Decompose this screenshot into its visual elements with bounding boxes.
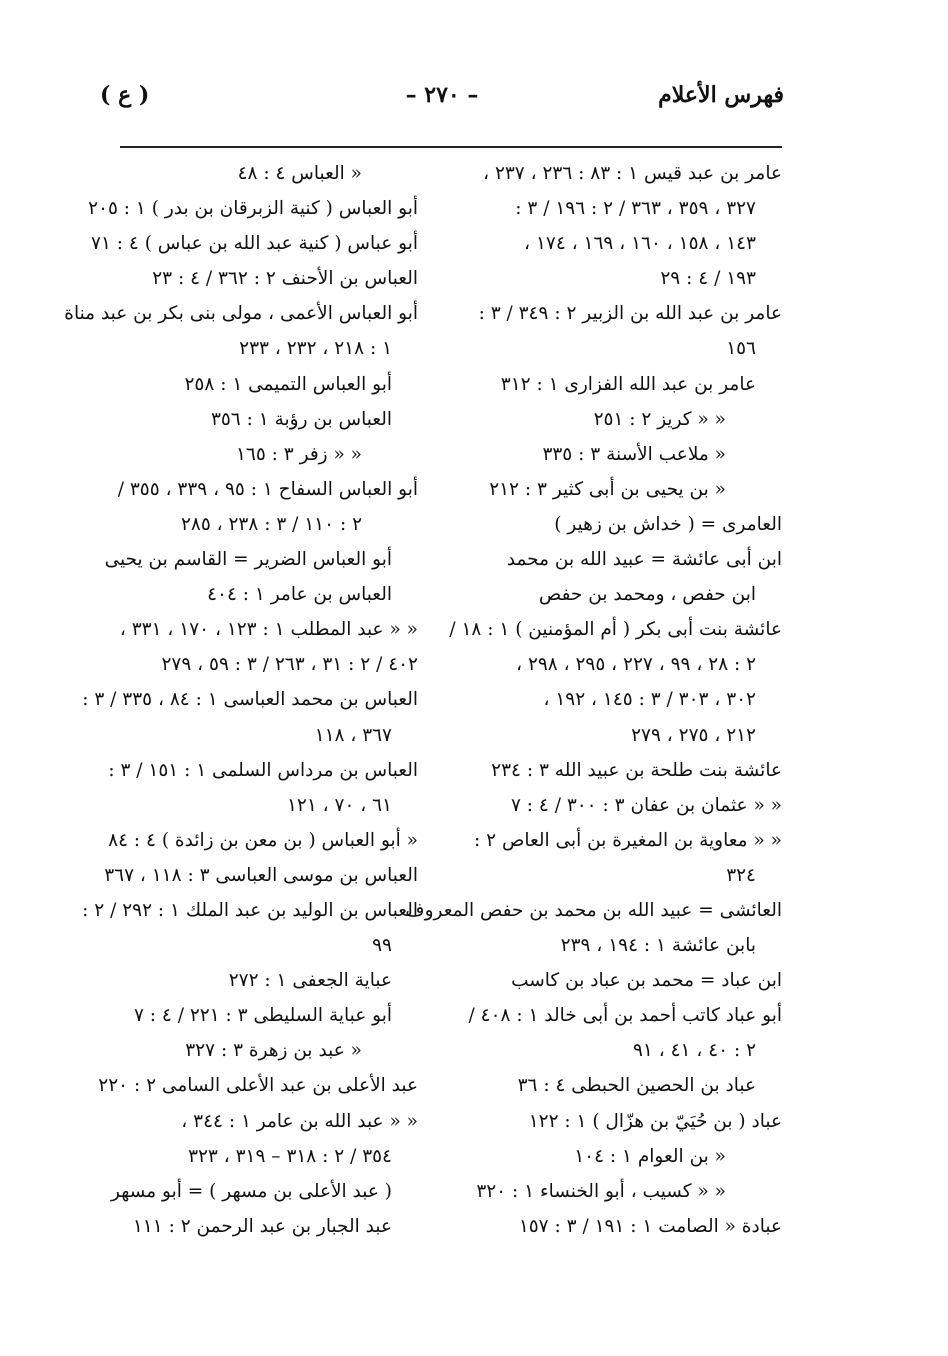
index-entry-line: أبو العباس الضرير = القاسم بن يحيى xyxy=(104,549,392,571)
index-entry-line: « ملاعب الأسنة ٣ : ٣٣٥ xyxy=(542,443,726,465)
index-entry-line: بابن عائشة ١ : ١٩٤ ، ٢٣٩ xyxy=(560,935,756,957)
index-entry-line: ٢ : ٢٨ ، ٩٩ ، ٢٢٧ ، ٢٩٥ ، ٢٩٨ ، xyxy=(516,654,756,676)
index-entry-line: أبو عباد كاتب أحمد بن أبى خالد ١ : ٤٠٨ / xyxy=(468,1005,782,1027)
page-number: – ٢٧٠ – xyxy=(405,82,479,108)
index-entry-line: عامر بن عبد الله الفزارى ١ : ٣١٢ xyxy=(500,373,756,395)
index-entry-line: ٢١٢ ، ٢٧٥ ، ٢٧٩ xyxy=(631,724,756,746)
index-entry-line: عبادة « الصامت ١ : ١٩١ / ٣ : ١٥٧ xyxy=(518,1215,782,1237)
index-entry-line: العباس بن مرداس السلمى ١ : ١٥١ / ٣ : xyxy=(108,759,418,781)
index-entry-line: ابن حفص ، ومحمد بن حفص xyxy=(538,584,756,606)
index-entry-line: « بن يحيى بن أبى كثير ٣ : ٢١٢ xyxy=(489,478,726,500)
index-entry-line: العباس بن موسى العباسى ٣ : ١١٨ ، ٣٦٧ xyxy=(104,864,418,886)
index-entry-line: أبو العباس التميمى ١ : ٢٥٨ xyxy=(184,373,392,395)
index-entry-line: ٤٠٢ / ٢ : ٣١ ، ٢٦٣ / ٣ : ٥٩ ، ٢٧٩ xyxy=(161,654,418,676)
index-entry-line: ١٩٣ / ٤ : ٢٩ xyxy=(660,268,756,290)
index-entry-line: ٢ : ١١٠ / ٣ : ٢٣٨ ، ٢٨٥ xyxy=(180,513,362,535)
index-entry-line: عامر بن عبد قيس ١ : ٨٣ : ٢٣٦ ، ٢٣٧ ، xyxy=(483,163,782,184)
index-entry-line: ٢ : ٤٠ ، ٤١ ، ٩١ xyxy=(632,1040,756,1062)
index-entry-line: ١٥٦ xyxy=(726,338,756,360)
index-entry-line: عائشة بنت أبى بكر ( أم المؤمنين ) ١ : ١٨ / xyxy=(449,619,782,641)
index-entry-line: ١ : ٢١٨ ، ٢٣٢ ، ٢٣٣ xyxy=(239,338,392,360)
index-entry-line: ٣٢٤ xyxy=(726,864,756,886)
index-entry-line: « « عبد المطلب ١ : ١٢٣ ، ١٧٠ ، ٣٣١ ، xyxy=(119,619,418,641)
index-entry-line: العباس بن الأحنف ٢ : ٣٦٢ / ٤ : ٢٣ xyxy=(152,268,418,290)
index-entry-line: ٣٦٧ ، ١١٨ xyxy=(314,724,392,746)
index-entry-line: ٦١ ، ٧٠ ، ١٢١ xyxy=(286,794,392,816)
index-entry-line: « أبو العباس ( بن معن بن زائدة ) ٤ : ٨٤ xyxy=(108,829,418,851)
index-entry-line: عباية الجعفى ١ : ٢٧٢ xyxy=(228,970,392,992)
index-column-left xyxy=(64,156,418,1244)
index-entry-line: ١٤٣ ، ١٥٨ ، ١٦٠ ، ١٦٩ ، ١٧٤ ، xyxy=(524,233,756,255)
index-entry-line: « « عبد الله بن عامر ١ : ٣٤٤ ، xyxy=(181,1110,418,1132)
index-title: فهرس الأعلام xyxy=(658,82,784,108)
index-entry-line: « « كريز ٢ : ٢٥١ xyxy=(593,408,726,430)
index-entry-line: « بن العوام ١ : ١٠٤ xyxy=(574,1145,726,1167)
index-entry-line: ٣٥٤ / ٢ : ٣١٨ – ٣١٩ ، ٣٢٣ xyxy=(188,1145,392,1167)
index-entry-line: العائشى = عبيد الله بن محمد بن حفص المعروف xyxy=(405,899,782,921)
index-entry-line: عامر بن عبد الله بن الزبير ٢ : ٣٤٩ / ٣ : xyxy=(478,303,782,325)
index-entry-line: العباس بن محمد العباسى ١ : ٨٤ ، ٣٣٥ / ٣ : xyxy=(82,689,418,711)
index-entry-line: عبد الجبار بن عبد الرحمن ٢ : ١١١ xyxy=(132,1215,392,1237)
index-entry-line: أبو العباس ( كنية الزبرقان بن بدر ) ١ : ٢٠٥ xyxy=(88,198,418,220)
index-entry-line: العباس بن عامر ١ : ٤٠٤ xyxy=(207,584,392,606)
index-entry-line: ٩٩ xyxy=(372,935,392,957)
index-entry-line: « « معاوية بن المغيرة بن أبى العاص ٢ : xyxy=(474,829,782,851)
header-rule xyxy=(120,146,782,148)
index-entry-line: ٣٢٧ ، ٣٥٩ ، ٣٦٣ / ٢ : ١٩٦ / ٣ : xyxy=(515,198,756,220)
section-letter: ( ع ) xyxy=(100,82,150,108)
index-entry-line: ابن عباد = محمد بن عباد بن كاسب xyxy=(511,970,782,992)
index-entry-line: أبو عباية السليطى ٣ : ٢٢١ / ٤ : ٧ xyxy=(133,1005,392,1027)
index-entry-line: العباس بن رؤبة ١ : ٣٥٦ xyxy=(210,408,392,430)
index-entry-line: أبو العباس السفاح ١ : ٩٥ ، ٣٣٩ ، ٣٥٥ / xyxy=(117,478,418,500)
index-entry-line: « العباس ٤ : ٤٨ xyxy=(237,163,362,184)
index-entry-line: عائشة بنت طلحة بن عبيد الله ٣ : ٢٣٤ xyxy=(491,759,782,781)
index-entry-line: « عبد بن زهرة ٣ : ٣٢٧ xyxy=(185,1040,362,1062)
index-entry-line: « « عثمان بن عفان ٣ : ٣٠٠ / ٤ : ٧ xyxy=(510,794,782,816)
index-entry-line: أبو عباس ( كنية عبد الله بن عباس ) ٤ : ٧١ xyxy=(91,233,418,255)
index-entry-line: « « كسيب ، أبو الخنساء ١ : ٣٢٠ xyxy=(476,1180,726,1202)
index-entry-line: ( عبد الأعلى بن مسهر ) = أبو مسهر xyxy=(111,1180,392,1202)
index-entry-line: العباس بن الوليد بن عبد الملك ١ : ٢٩٢ / ٢ : xyxy=(82,899,418,921)
index-entry-line: عبد الأعلى بن عبد الأعلى السامى ٢ : ٢٢٠ xyxy=(98,1075,418,1097)
index-entry-line: « « زفر ٣ : ١٦٥ xyxy=(235,443,362,465)
page-header xyxy=(100,82,784,122)
index-entry-line: العامرى = ( خداش بن زهير ) xyxy=(554,513,782,535)
index-entry-line: عباد ( بن حُيَيّ بن هزّال ) ١ : ١٢٢ xyxy=(528,1110,782,1132)
index-entry-line: ٣٠٢ ، ٣٠٣ / ٣ : ١٤٥ ، ١٩٢ ، xyxy=(543,689,756,711)
index-entry-line: ابن أبى عائشة = عبيد الله بن محمد xyxy=(506,549,782,571)
index-entry-line: أبو العباس الأعمى ، مولى بنى بكر بن عبد مناة xyxy=(64,303,418,325)
index-entry-line: عباد بن الحصين الحبطى ٤ : ٣٦ xyxy=(517,1075,756,1097)
index-column-right xyxy=(405,156,782,1244)
